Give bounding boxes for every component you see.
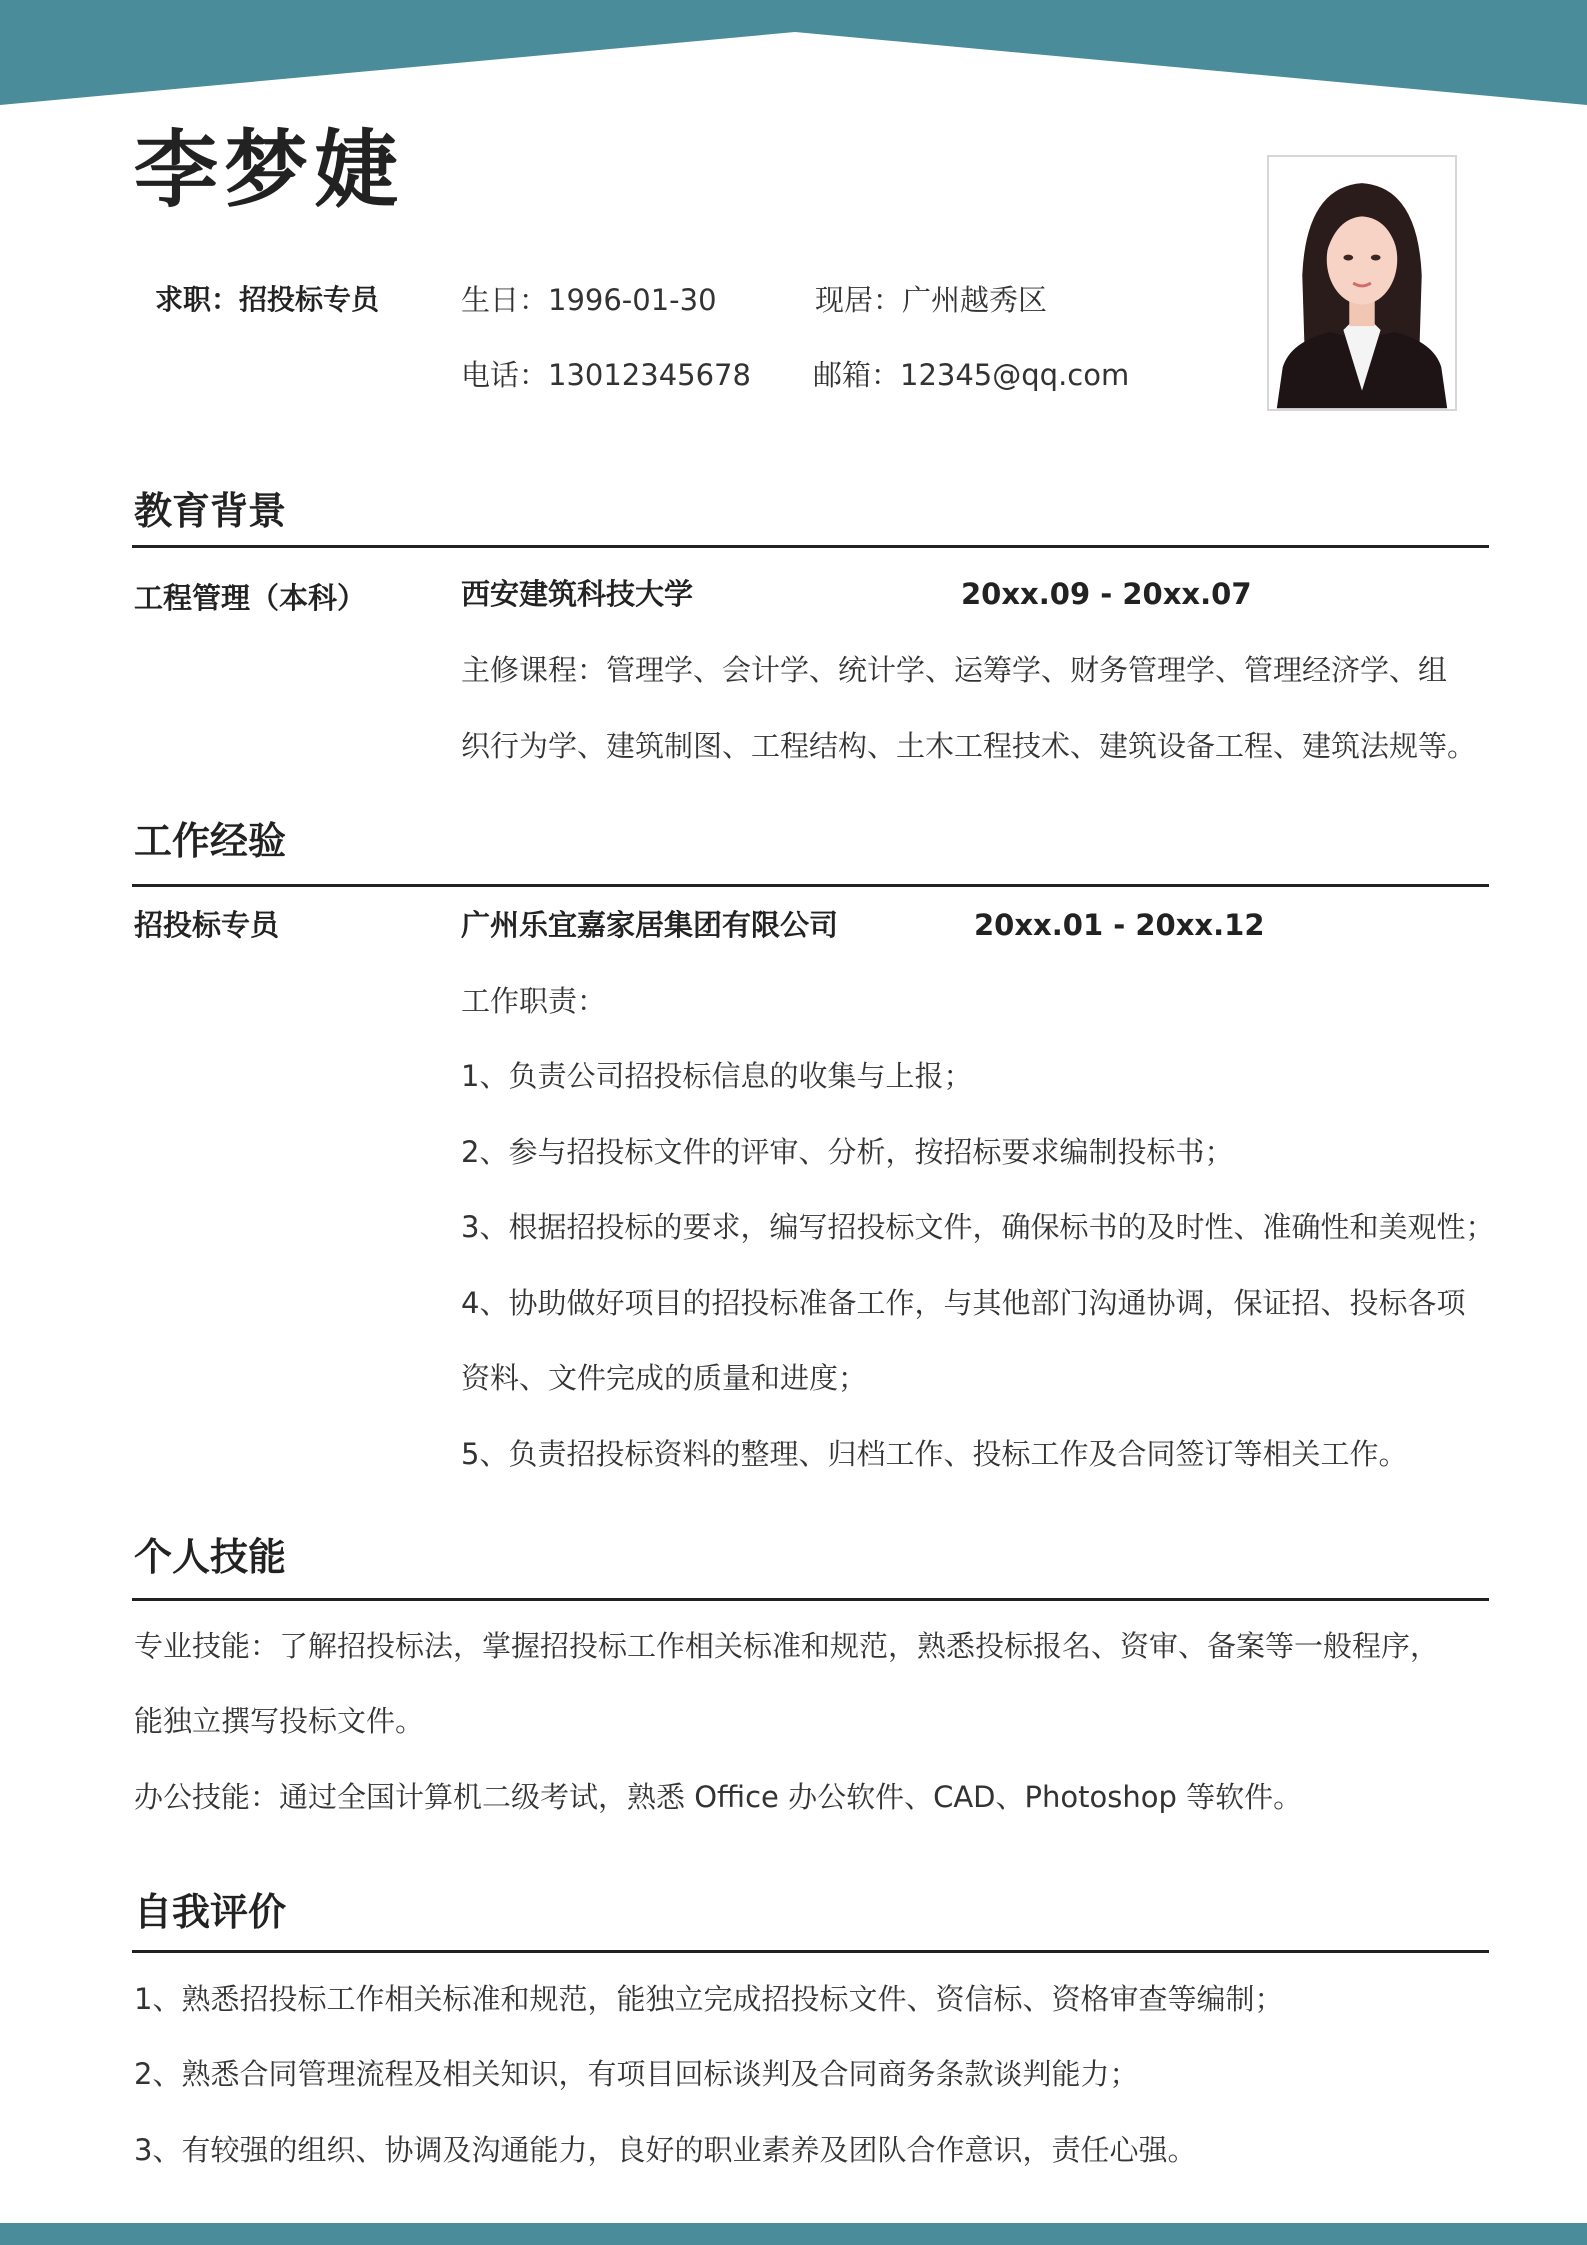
work-divider (132, 884, 1489, 887)
phone-number: 电话：13012345678 (461, 358, 751, 392)
skills-line: 办公技能：通过全国计算机二级考试，熟悉 Office 办公软件、CAD、Photoshop 等软件。 (134, 1780, 1303, 1814)
work-duty-line: 3、根据招投标的要求，编写招投标文件，确保标书的及时性、准确性和美观性； (461, 1210, 1495, 1244)
email-address: 邮箱：12345@qq.com (813, 358, 1130, 392)
education-course-line: 主修课程：管理学、会计学、统计学、运筹学、财务管理学、管理经济学、组 (461, 653, 1448, 687)
candidate-name: 李梦婕 (134, 121, 405, 219)
work-duty-line: 2、参与招投标文件的评审、分析，按招标要求编制投标书； (461, 1135, 1234, 1169)
work-period: 20xx.01 - 20xx.12 (974, 908, 1265, 942)
work-duty-line: 4、协助做好项目的招投标准备工作，与其他部门沟通协调，保证招、投标各项 (461, 1286, 1466, 1320)
work-company: 广州乐宜嘉家居集团有限公司 (461, 908, 839, 942)
work-duty-line: 1、负责公司招投标信息的收集与上报； (461, 1059, 973, 1093)
education-degree: 工程管理（本科） (134, 581, 367, 615)
skills-line: 专业技能：了解招投标法，掌握招投标工作相关标准和规范，熟悉投标报名、资审、备案等一般程序， (134, 1629, 1440, 1663)
header-accent-band (0, 0, 1587, 110)
work-duty-line: 资料、文件完成的质量和进度； (461, 1361, 868, 1395)
self-eval-line: 2、熟悉合同管理流程及相关知识，有项目回标谈判及合同商务条款谈判能力； (134, 2057, 1139, 2091)
job-objective: 求职：招投标专员 (155, 283, 380, 316)
work-duty-line: 工作职责： (461, 984, 607, 1018)
education-period: 20xx.09 - 20xx.07 (961, 577, 1252, 611)
residence: 现居：广州越秀区 (815, 283, 1048, 317)
education-course-line: 织行为学、建筑制图、工程结构、土木工程技术、建筑设备工程、建筑法规等。 (461, 729, 1477, 763)
portrait-photo (1267, 155, 1457, 411)
portrait-icon (1269, 157, 1455, 409)
education-school: 西安建筑科技大学 (461, 577, 694, 611)
skills-section-title: 个人技能 (134, 1535, 287, 1579)
skills-divider (132, 1598, 1489, 1601)
skills-line: 能独立撰写投标文件。 (134, 1704, 425, 1738)
footer-accent-band (0, 2223, 1587, 2245)
work-duty-line: 5、负责招投标资料的整理、归档工作、投标工作及合同签订等相关工作。 (461, 1437, 1408, 1471)
self-eval-section-title: 自我评价 (134, 1890, 287, 1934)
birth-date: 生日：1996-01-30 (461, 283, 717, 317)
self-eval-divider (132, 1950, 1489, 1953)
self-eval-line: 3、有较强的组织、协调及沟通能力，良好的职业素养及团队合作意识，责任心强。 (134, 2133, 1197, 2167)
self-eval-line: 1、熟悉招投标工作相关标准和规范，能独立完成招投标文件、资信标、资格审查等编制； (134, 1982, 1284, 2016)
education-divider (132, 545, 1489, 548)
education-section-title: 教育背景 (134, 489, 287, 533)
work-section-title: 工作经验 (134, 819, 287, 863)
work-position: 招投标专员 (134, 908, 280, 942)
